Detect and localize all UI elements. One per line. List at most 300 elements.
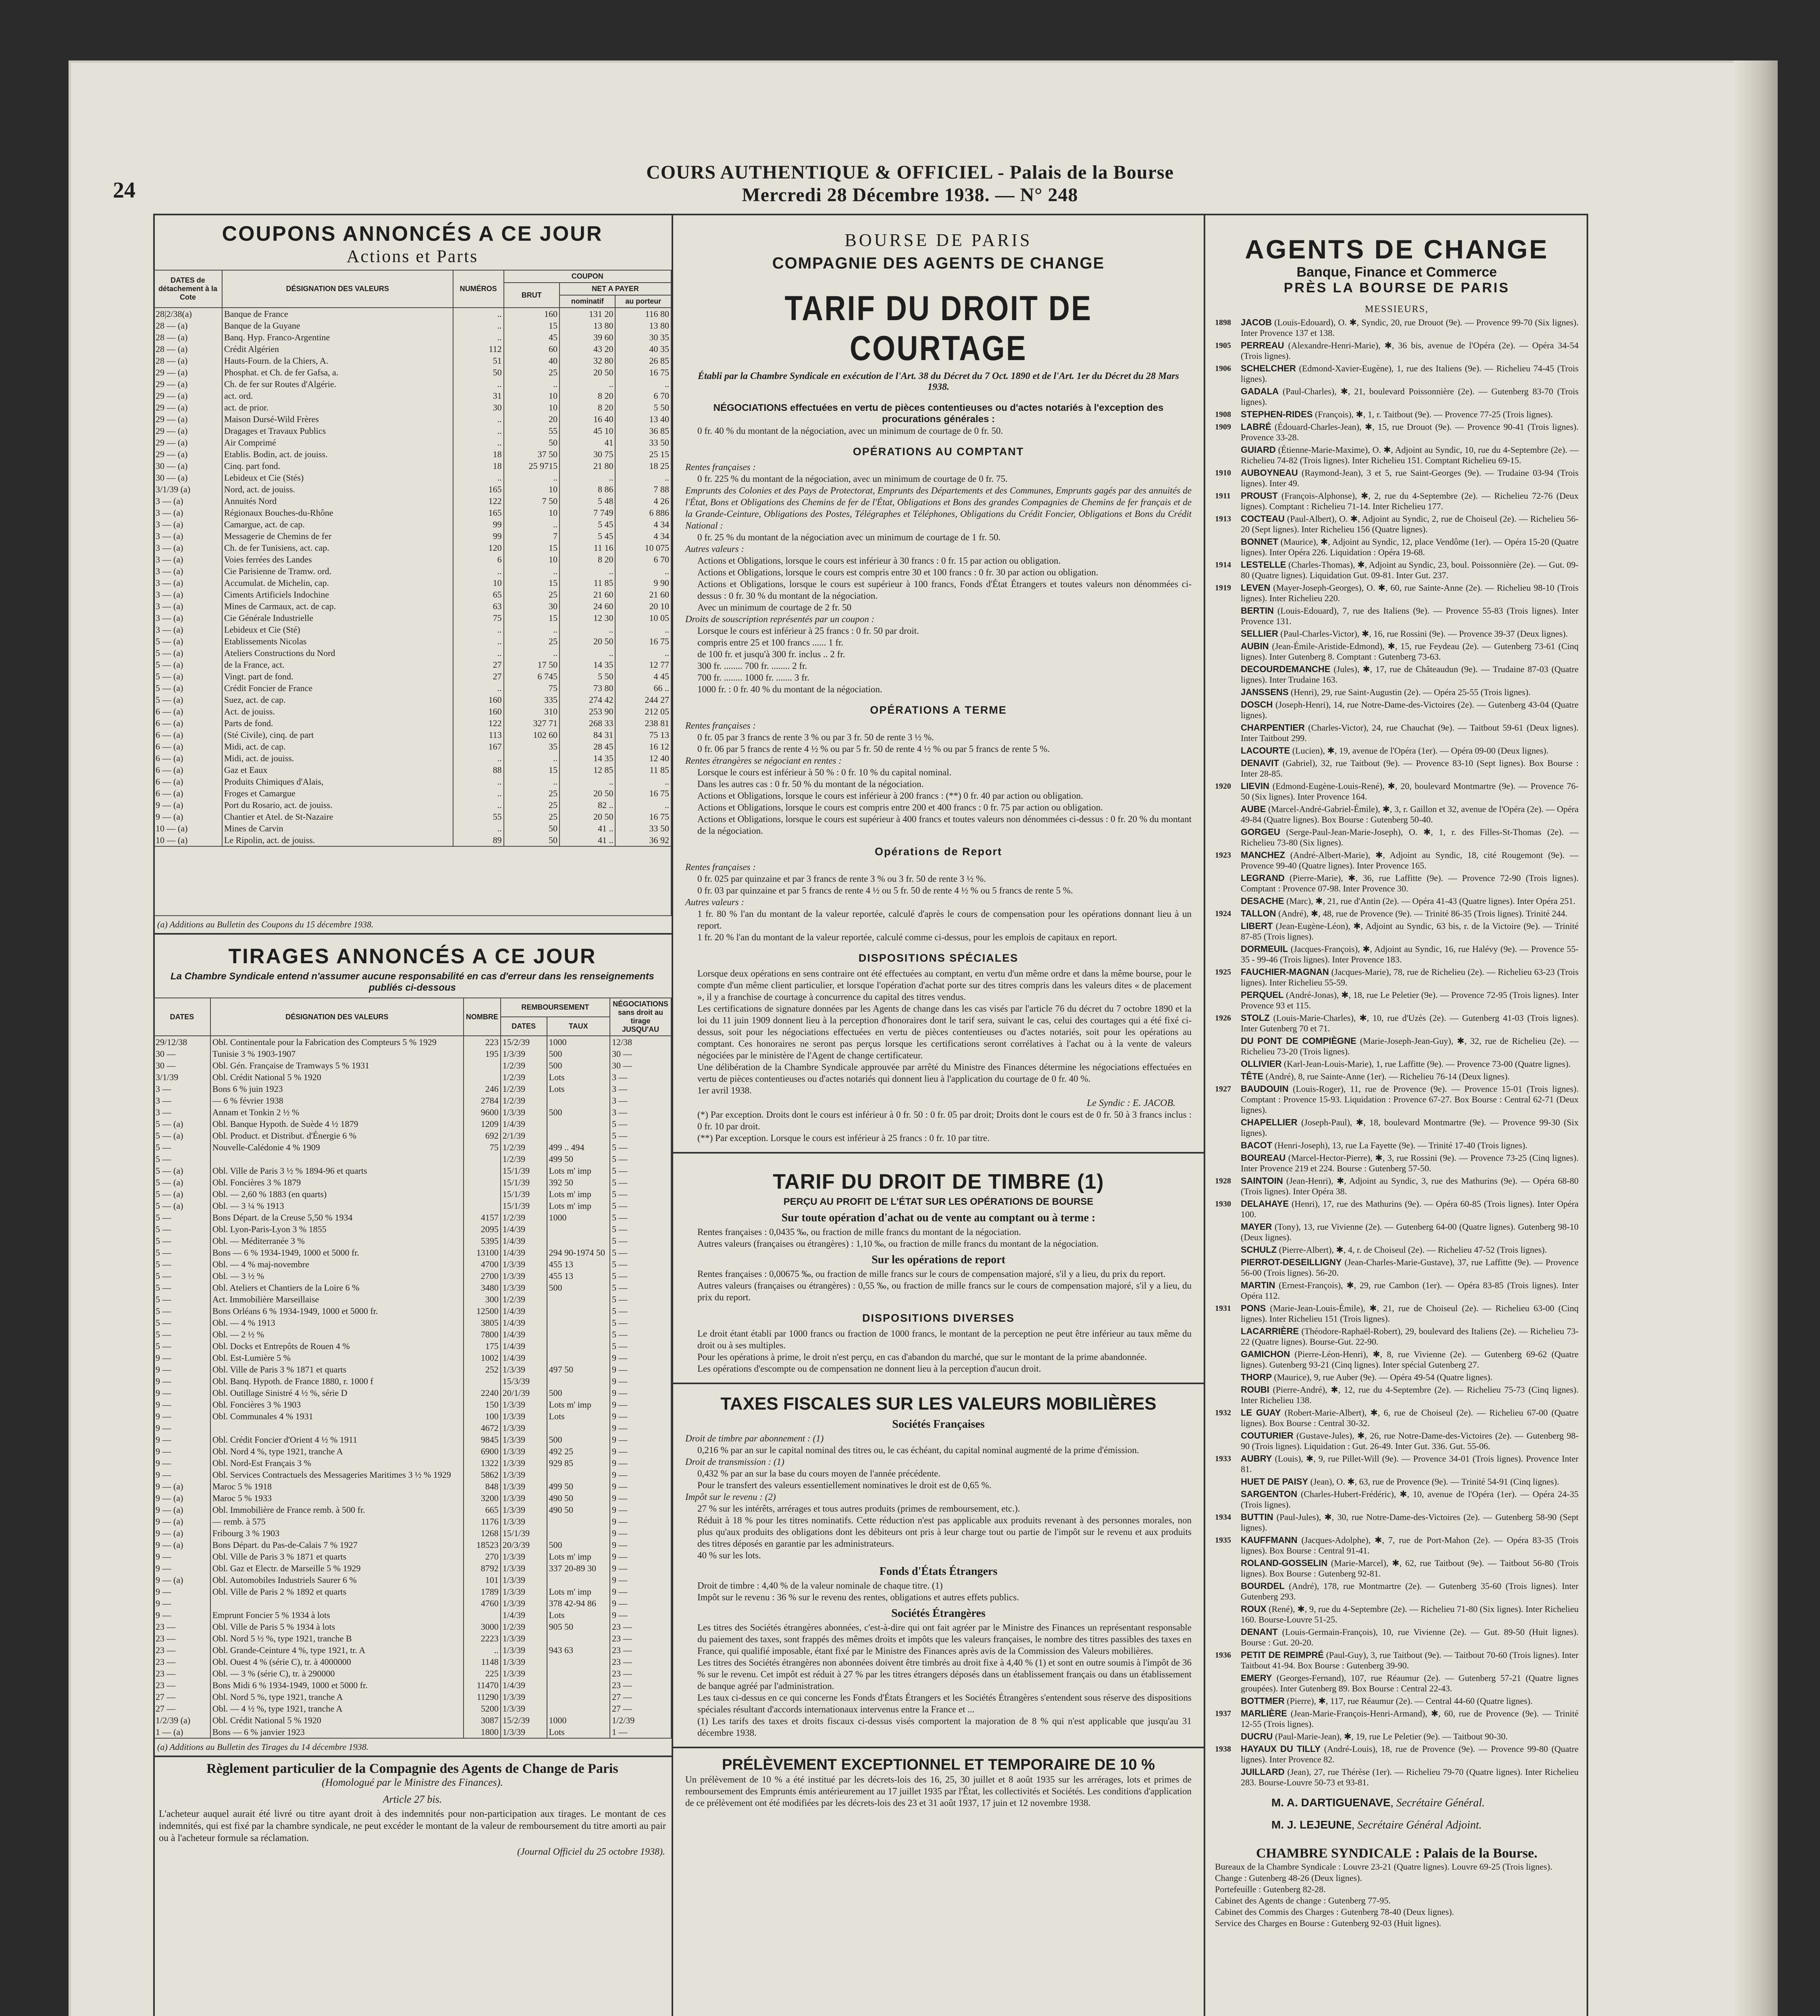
agent-name: LACARRIÈRE [1241, 1326, 1299, 1336]
agent-entry [1215, 804, 1579, 825]
table-cell: Obl. Continentale pour la Fabrication des Compteurs 5 % 1929 [210, 1036, 464, 1048]
table-row [154, 1679, 671, 1691]
agent-entry [1215, 1408, 1579, 1429]
table-cell: Hauts-Fourn. de la Chiers, A. [222, 355, 453, 367]
table-cell: 25 [504, 367, 560, 378]
table-cell: Lots [547, 1726, 610, 1738]
agent-entry [1215, 629, 1579, 639]
table-cell: 9 — [154, 1586, 210, 1597]
table-cell: 5 — (a) [154, 1200, 210, 1212]
table-cell: .. [453, 799, 504, 811]
agent-name: DENANT [1241, 1627, 1278, 1637]
table-cell: 300 [464, 1293, 501, 1305]
table-row [154, 320, 671, 331]
table-cell: 9 — [610, 1574, 671, 1586]
table-cell: Obl. Gaz et Electr. de Marseille 5 % 1929 [210, 1562, 464, 1574]
agent-name: AUBIN [1241, 641, 1269, 651]
table-cell [464, 1188, 501, 1200]
table-cell: 55 [453, 811, 504, 823]
table-cell [547, 1329, 610, 1340]
table-cell: 9 — (a) [154, 1574, 210, 1586]
table-cell: 23 — [154, 1679, 210, 1691]
paragraph: Droit de timbre : 4,40 % de la valeur nominale de chaque titre. (1) [697, 1581, 943, 1591]
francaises-title: Sociétés Françaises [892, 1418, 985, 1431]
agent-details: (Maurice), ✱, Adjoint au Syndic, 12, place Vendôme (1er). — Opéra 15-20 (Quatre lignes). Inter Opéra 226. Liquidation : Opéra 19-68. [1241, 537, 1579, 557]
table-cell: 122 [453, 717, 504, 729]
table-row [154, 635, 671, 647]
table-row [154, 565, 671, 577]
table-cell: 27 — [154, 1703, 210, 1714]
table-cell: Régionaux Bouches-du-Rhône [222, 507, 453, 519]
agent-details: (Paul-Marie-Jean), ✱, 19, rue Le Peletier (9e). — Taitbout 90-30. [1275, 1731, 1508, 1741]
table-cell: 23 — [610, 1644, 671, 1656]
table-row [154, 706, 671, 717]
table-cell: 5 — (a) [154, 1130, 210, 1141]
table-cell: 1/3/39 [501, 1469, 547, 1481]
table-cell: 9 — [154, 1457, 210, 1469]
page-gutter [1733, 60, 1778, 2016]
table-cell: 1/3/39 [501, 1644, 547, 1656]
agent-details: (Louis), ✱, 9, rue Pillet-Will (9e). — Provence 34-01 (Trois lignes). Provence Inter 81. [1241, 1454, 1579, 1474]
table-cell: 55 [504, 425, 560, 437]
agent-entry [1215, 1477, 1579, 1487]
table-cell: 7 749 [560, 507, 615, 519]
section-divider [673, 1152, 1204, 1154]
table-cell: Obl. Services Contractuels des Messageries Maritimes 3 ½ % 1929 [210, 1469, 464, 1481]
table-cell: Obl. Outillage Sinistré 4 ½ %, série D [210, 1387, 464, 1399]
agent-year: 1927 [1215, 1085, 1231, 1093]
table-row [154, 437, 671, 448]
table-cell: 112 [453, 343, 504, 355]
table-cell [547, 1130, 610, 1141]
table-cell: .. [504, 752, 560, 764]
table-cell: 15/2/39 [501, 1714, 547, 1726]
agent-entry [1215, 1581, 1579, 1602]
agent-details: (Jean), 27, rue Thérèse (1er). — Richelieu 79-70 (Quatre lignes). Inter Richelieu 283. Bourse-Louvre 50-73 et 93-81. [1241, 1767, 1579, 1787]
table-cell: Obl. Est-Lumière 5 % [210, 1352, 464, 1364]
table-row [154, 1223, 671, 1235]
table-cell: 5 — (a) [154, 694, 222, 706]
table-cell: 15 [504, 764, 560, 776]
table-row [154, 752, 671, 764]
table-row [154, 530, 671, 542]
coupons-note: (a) Additions au Bulletin des Coupons du 15 décembre 1938. [153, 916, 672, 935]
table-cell: 5 — [154, 1282, 210, 1293]
table-cell: 1/2/39 [501, 1212, 547, 1223]
table-row [154, 1247, 671, 1258]
table-row [154, 600, 671, 612]
paragraph: Rentes françaises : [685, 862, 756, 872]
agent-name: SARGENTON [1241, 1489, 1298, 1499]
table-cell [464, 1375, 501, 1387]
table-cell: Suez, act. de cap. [222, 694, 453, 706]
agent-details: (André), 8, rue Sainte-Anne (1er). — Richelieu 76-14 (Deux lignes). [1265, 1071, 1510, 1081]
tcol-taux: TAUX [547, 1017, 610, 1036]
agents-title: AGENTS DE CHANGE [1245, 234, 1549, 264]
table-row [154, 1539, 671, 1551]
agent-details: (Jean-Charles-Marie-Gustave), 37, rue Laffitte (9e). — Provence 56-00 (Trois lignes). 56-20. [1241, 1257, 1579, 1278]
agent-entry [1215, 1117, 1579, 1138]
table-cell: 1 — [610, 1726, 671, 1738]
table-cell: 1/4/39 [501, 1679, 547, 1691]
table-cell [547, 1422, 610, 1434]
table-cell: .. [560, 647, 615, 659]
table-cell [464, 1060, 501, 1071]
agent-year: 1909 [1215, 423, 1231, 431]
table-cell: 9 — (a) [154, 1527, 210, 1539]
table-cell [547, 1691, 610, 1703]
bourse-title: BOURSE DE PARIS [844, 230, 1032, 250]
table-cell: 102 60 [504, 729, 560, 741]
agent-year: 1923 [1215, 851, 1231, 860]
table-row [154, 1282, 671, 1293]
table-cell: 5 50 [615, 402, 671, 413]
table-cell: 1/3/39 [501, 1562, 547, 1574]
agent-entry [1215, 491, 1579, 512]
table-cell: Obl. Nord-Est Français 3 % [210, 1457, 464, 1469]
table-cell: Nouvelle-Calédonie 4 % 1909 [210, 1141, 464, 1153]
secretaries [1215, 1796, 1579, 1832]
table-cell: 5 — [610, 1340, 671, 1352]
paragraph: Rentes françaises : 0,00675 ‰, ou fraction de mille francs sur le cours de compensation majoré, s'il y a lieu, du prix du report. [697, 1269, 1166, 1279]
table-cell [547, 1633, 610, 1644]
agent-entry [1215, 363, 1579, 384]
agent-name: JANSSENS [1241, 687, 1289, 697]
table-cell: 25 [504, 635, 560, 647]
table-row [154, 1293, 671, 1305]
table-cell: 20 50 [560, 635, 615, 647]
table-row [154, 425, 671, 437]
table-cell: 10 — (a) [154, 834, 222, 846]
table-cell: Obl. Nord 5 %, type 1921, tranche A [210, 1691, 464, 1703]
agent-details: (Pierre), ✱, 117, rue Réaumur (2e). — Central 44-60 (Quatre lignes). [1287, 1696, 1533, 1706]
negociations-rate: 0 fr. 40 % du montant de la négociation, avec un minimum de courtage de 0 fr. 50. [697, 426, 1003, 436]
table-cell: 9 — [154, 1551, 210, 1562]
table-cell: — 6 % février 1938 [210, 1095, 464, 1106]
paragraph: 0 fr. 25 % du montant de la négociation avec un minimum de courtage de 1 fr. 50. [697, 532, 1001, 542]
table-cell: 1000 [547, 1212, 610, 1223]
table-cell: Obl. — 2,60 % 1883 (en quarts) [210, 1188, 464, 1200]
table-cell: 63 [453, 600, 504, 612]
timbre-report-title: Sur les opérations de report [872, 1254, 1005, 1266]
etats-title: Fonds d'États Étrangers [879, 1565, 998, 1578]
agent-name: DU PONT DE COMPIÈGNE [1241, 1036, 1356, 1046]
table-cell: Midi, act. de cap. [222, 741, 453, 752]
agent-details: (Marcel-Hector-Pierre), ✱, 3, rue Rossini (9e). — Provence 73-25 (Cinq lignes). Inter Provence 219 et 224. Bourse : Gutenberg 57-50. [1241, 1153, 1579, 1173]
table-cell: 5 — [154, 1153, 210, 1165]
agent-details: (Henri), 29, rue Saint-Augustin (2e). — Opéra 25-55 (Trois lignes). [1291, 687, 1531, 697]
table-row [154, 1329, 671, 1340]
table-cell: 65 [453, 589, 504, 600]
agent-entry [1215, 386, 1579, 407]
table-cell: 1/3/39 [501, 1516, 547, 1527]
table-cell: Obl. Nord 4 %, type 1921, tranche A [210, 1445, 464, 1457]
table-cell: 500 [547, 1048, 610, 1060]
table-cell: 3200 [464, 1492, 501, 1504]
table-cell: .. [453, 565, 504, 577]
agent-name: BERTIN [1241, 606, 1274, 616]
table-cell: 274 42 [560, 694, 615, 706]
table-cell: 29 — (a) [154, 448, 222, 460]
table-cell: — remb. à 575 [210, 1516, 464, 1527]
agent-year: 1913 [1215, 514, 1231, 523]
agent-name: FAUCHIER-MAGNAN [1241, 967, 1329, 977]
table-cell: 20/1/39 [501, 1387, 547, 1399]
table-cell: 5 — [154, 1212, 210, 1223]
table-row [154, 729, 671, 741]
francaises-list [685, 1433, 1192, 1561]
table-cell: 11 85 [615, 764, 671, 776]
table-cell: 497 50 [547, 1364, 610, 1375]
paragraph: 0 fr. 03 par quinzaine et par 5 francs de rente 4 ½ ou 5 fr. 50 de rente 4 ½ % ou 5 francs de rente 5 %. [697, 885, 1073, 896]
table-cell: 1/4/39 [501, 1340, 547, 1352]
table-cell: Obl. — 4 % maj-novembre [210, 1258, 464, 1270]
agent-entry [1215, 340, 1579, 361]
table-cell: 1800 [464, 1726, 501, 1738]
table-cell: 113 [453, 729, 504, 741]
tcol-remboursement: REMBOURSEMENT [501, 998, 610, 1017]
table-cell: 21 80 [560, 460, 615, 472]
table-cell: 30 35 [615, 331, 671, 343]
table-cell: 7 88 [615, 483, 671, 495]
table-cell: 18 25 [615, 460, 671, 472]
paragraph: 0,216 % par an sur le capital nominal des titres ou, le cas échéant, du capital nominal augmenté de la prime d'émission. [697, 1445, 1139, 1455]
table-row [154, 1633, 671, 1644]
table-cell: 101 [464, 1574, 501, 1586]
table-cell: 327 71 [504, 717, 560, 729]
table-row [154, 367, 671, 378]
agents-list [1215, 317, 1579, 1788]
agent-year: 1930 [1215, 1200, 1231, 1208]
table-cell: 5 — (a) [154, 635, 222, 647]
table-row [154, 1574, 671, 1586]
table-cell: 23 — [154, 1644, 210, 1656]
table-cell: 9 — [154, 1410, 210, 1422]
col-designation: DÉSIGNATION DES VALEURS [222, 270, 453, 308]
table-cell: 25 9715 [504, 460, 560, 472]
table-row [154, 1445, 671, 1457]
table-cell: 30 75 [560, 448, 615, 460]
table-cell: 2223 [464, 1633, 501, 1644]
agent-entry [1215, 317, 1579, 338]
table-cell: 17 50 [504, 659, 560, 671]
agent-details: (Robert-Marie-Albert), ✱, 6, rue de Choiseul (2e). — Richelieu 67-00 (Quatre lignes). Box Bourse : Central 30-32. [1241, 1408, 1579, 1428]
table-row [154, 1516, 671, 1527]
table-cell: .. [504, 776, 560, 787]
table-cell: 16 75 [615, 811, 671, 823]
paragraph: (**) Par exception. Lorsque le cours est inférieur à 25 francs : 0 fr. 10 par titre. [697, 1133, 990, 1143]
table-cell: Lots [547, 1071, 610, 1083]
table-cell: 500 [547, 1434, 610, 1445]
table-cell: .. [453, 472, 504, 483]
table-cell: 11470 [464, 1679, 501, 1691]
column-coupons-tirages [153, 214, 673, 2016]
table-cell: 1/3/39 [501, 1270, 547, 1282]
table-row [154, 1141, 671, 1153]
secretary-name: M. A. DARTIGUENAVE [1271, 1796, 1391, 1809]
agent-entry [1215, 1084, 1579, 1115]
paragraph: Les titres des Sociétés étrangères non abonnées doivent être timbrés au droit fixe à 4,40 % (1) et sont en outre soumis à l'impôt de 36 % sur le revenu. Cet impôt est réduit à 27 % par les titres étrangers déposés dans un établissement français ou dans un établissement de banque agréé par l'administration. [697, 1658, 1192, 1691]
agent-entry [1215, 746, 1579, 756]
table-cell: 3 — (a) [154, 519, 222, 530]
table-row [154, 1340, 671, 1352]
table-row [154, 1621, 671, 1633]
table-cell: 9 — (a) [154, 799, 222, 811]
paragraph: Autres valeurs : [685, 544, 745, 554]
table-cell: 27 [453, 671, 504, 682]
agent-entry [1215, 990, 1579, 1011]
table-cell [464, 1609, 501, 1621]
table-cell: 1/2/39 [501, 1621, 547, 1633]
table-row [154, 1106, 671, 1118]
agent-name: HAYAUX DU TILLY [1241, 1744, 1321, 1754]
table-cell: 6 886 [615, 507, 671, 519]
table-row [154, 589, 671, 600]
table-row [154, 1586, 671, 1597]
table-cell: 41 [560, 437, 615, 448]
table-row [154, 507, 671, 519]
table-cell: 1/3/39 [501, 1410, 547, 1422]
column-tarifs [673, 214, 1205, 2016]
table-cell: 30 — [610, 1060, 671, 1071]
paragraph: Rentes étrangères se négociant en rentes : [685, 756, 842, 766]
table-cell: 3 — (a) [154, 577, 222, 589]
table-cell: 225 [464, 1668, 501, 1679]
table-cell: 30 — [154, 1060, 210, 1071]
table-cell: Vingt. part de fond. [222, 671, 453, 682]
table-cell: 9 — [610, 1562, 671, 1574]
table-cell: 33 50 [615, 823, 671, 834]
table-cell: 29 — (a) [154, 402, 222, 413]
table-cell: 1/2/39 [610, 1714, 671, 1726]
table-row [154, 331, 671, 343]
table-row [154, 717, 671, 729]
agent-details: (Pierre-Léon-Henri), ✱, 8, rue Vivienne (2e). — Gutenberg 69-62 (Quatre lignes). Gutenberg 93-21 (Cinq lignes). Inter spécial Gutenberg 27. [1241, 1349, 1579, 1370]
etrangeres-list [685, 1622, 1192, 1739]
paragraph: Avec un minimum de courtage de 2 fr. 50 [697, 602, 852, 612]
agent-name: LIEVIN [1241, 781, 1269, 791]
agent-details: (André), ✱, 48, rue de Provence (9e). — Trinité 86-35 (Trois lignes). Trinité 244. [1278, 908, 1568, 918]
table-cell: Lebideux et Cie (Sté) [222, 624, 453, 635]
table-cell: 1/3/39 [501, 1457, 547, 1469]
table-cell: Obl. Banque Hypoth. de Suède 4 ½ 1879 [210, 1118, 464, 1130]
agent-year: 1935 [1215, 1536, 1231, 1545]
paragraph: 0 fr. 06 par 5 francs de rente 4 ½ % ou par 5 fr. 50 de rente 4 ½ % ou par 5 francs de rente 5 %. [697, 744, 1050, 754]
table-row [154, 1644, 671, 1656]
table-cell: Annuités Nord [222, 495, 453, 507]
table-cell: 1268 [464, 1527, 501, 1539]
agent-entry [1215, 908, 1579, 919]
col-brut: BRUT [504, 283, 560, 308]
table-row [154, 799, 671, 811]
agent-entry [1215, 1454, 1579, 1475]
agent-details: (Jean-Marie-François-Henri-Armand), ✱, 60, rue de Provence (9e). — Trinité 12-55 (Trois lignes). [1241, 1708, 1579, 1729]
table-cell: 13 80 [560, 320, 615, 331]
table-cell: 6 — (a) [154, 752, 222, 764]
agent-details: (Jacques-François), ✱, Adjoint au Syndic, 16, rue Halévy (9e). — Provence 55-35 - 99-46 (Trois lignes). Inter Provence 183. [1241, 944, 1579, 964]
table-cell: 1789 [464, 1586, 501, 1597]
table-cell: Cie Parisienne de Tramw. ord. [222, 565, 453, 577]
paragraph: 27 % sur les intérêts, arrérages et tous autres produits (primes de remboursement, etc.). [697, 1504, 1020, 1514]
agent-entry [1215, 687, 1579, 698]
table-cell: 5 — [610, 1305, 671, 1317]
table-cell: Maroc 5 % 1918 [210, 1481, 464, 1492]
table-cell: Obl. — 3 % (série C), tr. à 290000 [210, 1668, 464, 1679]
agent-details: (Henri-Joseph), 13, rue La Fayette (9e). — Trinité 17-40 (Trois lignes). [1274, 1140, 1528, 1150]
agent-details: (Pierre-Marie), ✱, 36, rue Laffitte (9e). — Provence 72-90 (Trois lignes). Comptant : Provence 07-98. Inter Provence 30. [1241, 873, 1579, 893]
table-cell: .. [453, 437, 504, 448]
agent-details: (Karl-Jean-Louis-Marie), 1, rue Laffitte (9e). — Provence 73-00 (Quatre lignes). [1283, 1059, 1571, 1069]
table-row [154, 776, 671, 787]
table-cell [210, 1597, 464, 1609]
page-header [0, 161, 1820, 206]
agent-year: 1906 [1215, 364, 1231, 373]
table-cell: Lebideux et Cie (Stés) [222, 472, 453, 483]
table-cell: 160 [453, 694, 504, 706]
table-cell: Obl. Foncières 3 % 1879 [210, 1177, 464, 1188]
table-cell: 6 [453, 554, 504, 565]
table-cell: 9 — [610, 1516, 671, 1527]
table-cell: 100 [464, 1410, 501, 1422]
table-cell: .. [504, 565, 560, 577]
agent-name: SAINTOIN [1241, 1176, 1283, 1186]
table-cell: 50 [504, 437, 560, 448]
table-cell: 29 — (a) [154, 378, 222, 390]
agent-name: TALLON [1241, 908, 1276, 918]
coupons-title: COUPONS ANNONCÉS A CE JOUR [222, 222, 603, 246]
table-cell: Lots [547, 1083, 610, 1095]
table-cell [547, 1118, 610, 1130]
table-cell: 25 [504, 811, 560, 823]
comptant-list [685, 461, 1192, 695]
table-cell: 5 — [154, 1258, 210, 1270]
table-cell: 9 — [610, 1469, 671, 1481]
agent-details: (André), 178, rue Montmartre (2e). — Gutenberg 35-60 (Trois lignes). Inter Gutenberg 293. [1241, 1581, 1579, 1602]
table-row [154, 1258, 671, 1270]
table-cell: 9 — [610, 1586, 671, 1597]
table-cell: 1/3/39 [501, 1422, 547, 1434]
agent-name: KAUFFMANN [1241, 1535, 1298, 1545]
table-cell: 3 — [154, 1095, 210, 1106]
table-cell: Ch. de fer sur Routes d'Algérie. [222, 378, 453, 390]
table-cell: Obl. — 3 ¼ % 1913 [210, 1200, 464, 1212]
table-cell: 4 34 [615, 530, 671, 542]
table-cell: 1/3/39 [501, 1597, 547, 1609]
table-cell: 28 — (a) [154, 343, 222, 355]
table-cell: 10 [504, 390, 560, 402]
agents-subtitle: Banque, Finance et Commerce [1296, 264, 1497, 280]
table-cell: 223 [464, 1036, 501, 1048]
agent-name: JUILLARD [1241, 1767, 1285, 1777]
report-list [685, 861, 1192, 943]
table-cell: 41 .. [560, 834, 615, 846]
agent-details: (Charles-Hubert-Frédéric), ✱, 10, avenue de l'Opéra (1er). — Opéra 24-35 (Trois lignes). [1241, 1489, 1579, 1510]
agent-name: BACOT [1241, 1140, 1273, 1150]
table-cell: Obl. Ville de Paris 3 % 1871 et quarts [210, 1551, 464, 1562]
tirages-warning: La Chambre Syndicale entend n'assumer aucune responsabilité en cas d'erreur dans les renseignements publiés ci-dessous [171, 971, 654, 993]
table-cell: Obl. Ville de Paris 3 ½ % 1894-96 et quarts [210, 1165, 464, 1177]
table-cell: 13 80 [615, 320, 671, 331]
table-cell [464, 1165, 501, 1177]
agent-entry [1215, 1385, 1579, 1406]
table-cell: 1/3/39 [501, 1703, 547, 1714]
agent-year: 1926 [1215, 1014, 1231, 1023]
table-cell: .. [615, 776, 671, 787]
table-cell [547, 1668, 610, 1679]
table-cell: 9845 [464, 1434, 501, 1445]
table-row [154, 1422, 671, 1434]
paragraph: Une délibération de la Chambre Syndicale approuvée par arrêté du Ministre des Finances détermine les négociations effectuées en vertu de pièces contentieuses ou d'actes notariés qui donnent lieu à l'application du courtage de 0 fr. 40 %. [697, 1062, 1192, 1084]
